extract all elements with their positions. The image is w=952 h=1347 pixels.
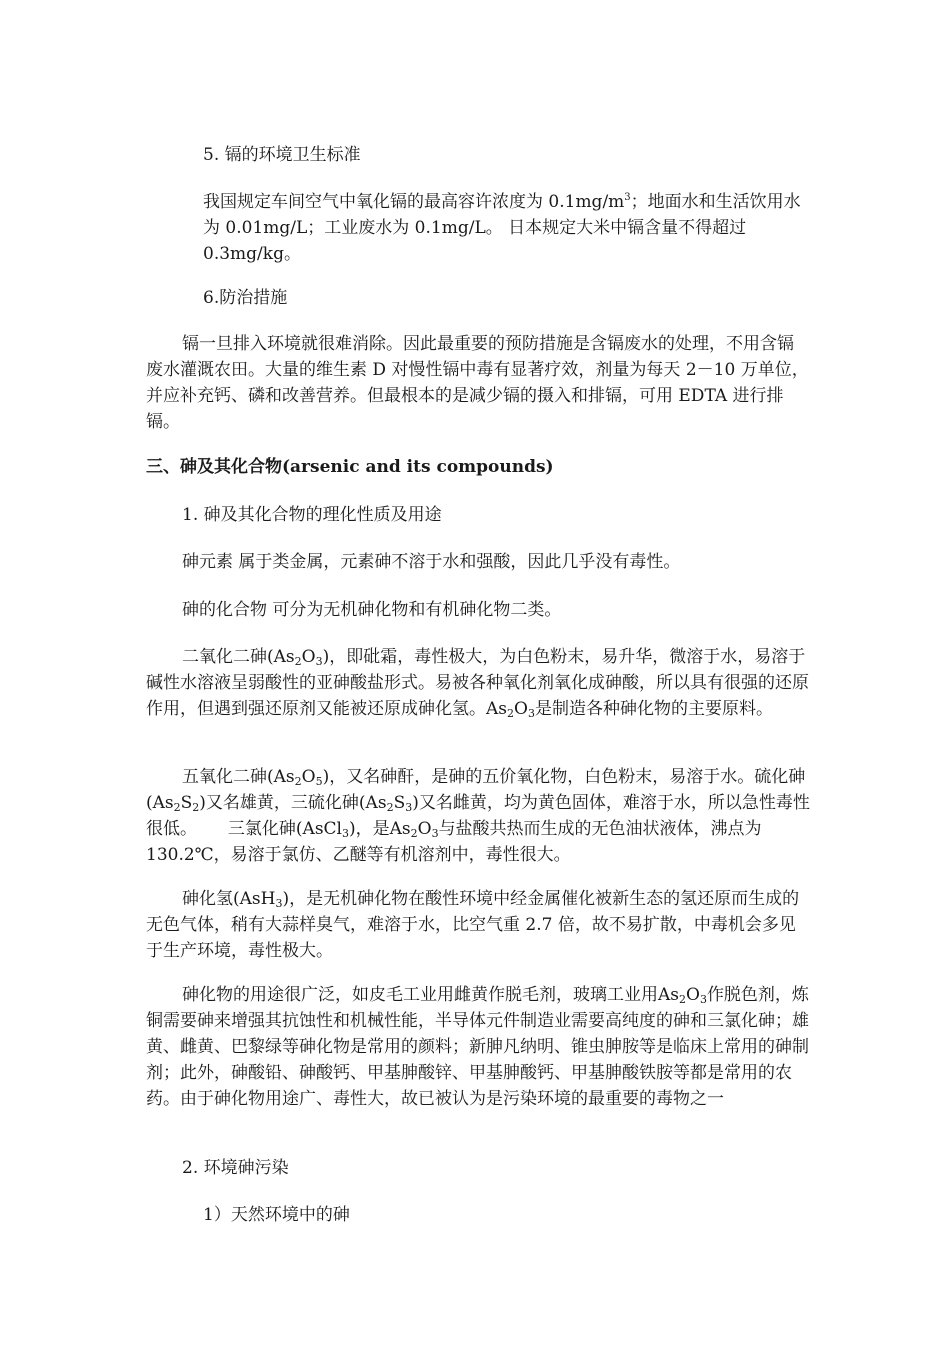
section-3-title: 三、砷及其化合物(arsenic and its compounds) <box>146 457 554 477</box>
arsenic-uses-paragraph: 砷化物的用途很广泛，如皮毛工业用雌黄作脱毛剂，玻璃工业用$As_2O_3$作脱色剂，炼铜需要砷来增强其抗蚀性和机械性能，半导体元件制造业需要高纯度的砷和三氯化砷；雄黄、雌黄、巴黎绿等砷化物是常用的颜料；新胂凡纳明、锥虫胂胺等是临床上常用的砷制剂；此外，砷酸铅、砷酸钙、甲基胂酸锌、甲基胂酸钙、甲基胂酸铁胺等都是常用的农药。由于砷化物用途广、毒性大，故已被认为是污染环境的最重要的毒物之一 <box>146 985 809 1109</box>
as2o3-paragraph: 二氧化二砷$(As_2O_3)$，即砒霜，毒性极大，为白色粉末，易升华，微溶于水，易溶于碱性水溶液呈弱酸性的亚砷酸盐形式。易被各种氧化剂氧化成砷酸，所以具有很强的还原作用，但遇到强还原剂又能被还原成砷化氢。$As_2O_3$是制造各种砷化物的主要原料。 <box>146 647 809 720</box>
ash3-paragraph: 砷化氢(AsH$_3$)，是无机砷化物在酸性环境中经金属催化被新生态的氢还原而生成的无色气体，稍有大蒜样臭气，难溶于水，比空气重 2.7 倍，故不易扩散，中毒机会多见于生产环境，毒性极大。 <box>146 889 800 961</box>
subsection-2-heading: 2. 环境砷污染 <box>182 1158 289 1178</box>
subsection-2-1-heading: 1）天然环境中的砷 <box>203 1205 350 1225</box>
prevention-paragraph: 镉一旦排入环境就很难消除。因此最重要的预防措施是含镉废水的处理，不用含镉废水灌溉农田。大量的维生素 D 对慢性镉中毒有显著疗效，剂量为每天 2－10 万单位，并应补充钙、磷和改善营养。但最根本的是减少镉的摄入和排镉，可用 EDTA 进行排镉。 <box>146 334 809 432</box>
arsenic-element-paragraph: 砷元素 属于类金属，元素砷不溶于水和强酸，因此几乎没有毒性。 <box>182 552 681 572</box>
cadmium-standard-paragraph: 我国规定车间空气中氧化镉的最高容许浓度为 $0.1mg/m^3$；地面水和生活饮用水为 0.01mg/L；工业废水为 0.1mg/L。 日本规定大米中镉含量不得超过 0.3mg/kg。 <box>203 192 801 264</box>
arsenic-compound-paragraph: 砷的化合物 可分为无机砷化物和有机砷化物二类。 <box>182 600 562 620</box>
section-5-heading: 5. 镉的环境卫生标准 <box>203 145 361 165</box>
section-6-heading: 6.防治措施 <box>203 288 288 308</box>
as2o5-paragraph: 五氧化二砷$(As_2O_5)$，又名砷酐，是砷的五价氧化物，白色粉末，易溶于水。硫化砷$(As_2S_2)$又名雄黄，三硫化砷$(As_2S_3)$又名雌黄，均为黄色固体，难溶于水，所以急性毒性很低。 三氯化砷(AsCl$_3$)，是$As_2O_3$与盐酸共热而生成的无色油状液体，沸点为 130.2℃，易溶于氯仿、乙醚等有机溶剂中，毒性很大。 <box>146 767 810 865</box>
subsection-1-heading: 1. 砷及其化合物的理化性质及用途 <box>182 505 442 525</box>
